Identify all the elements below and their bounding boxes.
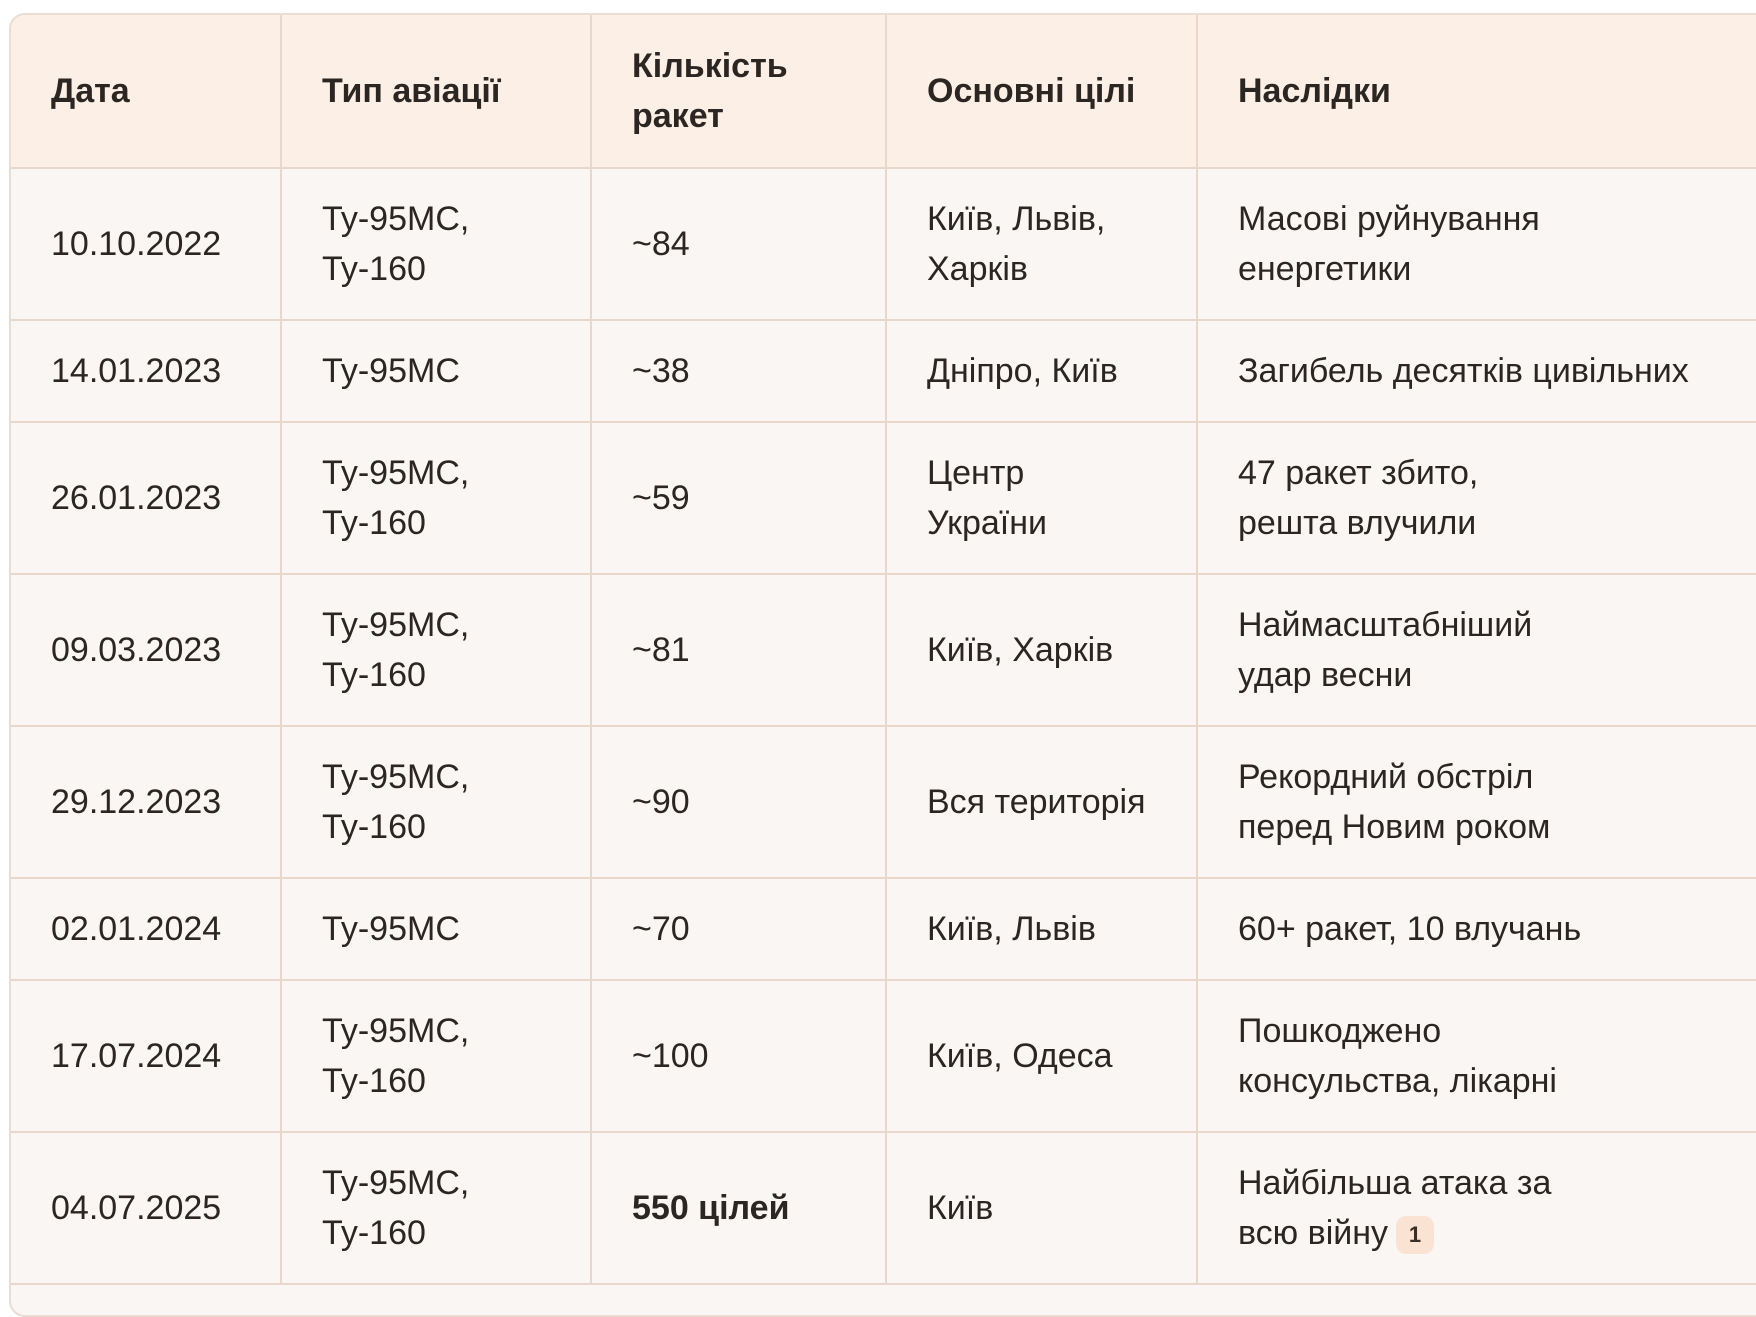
header-main-targets: Основні цілі <box>886 15 1197 168</box>
table-row <box>11 980 1756 1132</box>
header-consequences: Наслідки <box>1197 15 1756 168</box>
table-row <box>11 878 1756 980</box>
cell-aviation-type: Ту-95МС <box>281 878 591 980</box>
cell-missile-count: ~84 <box>591 168 886 320</box>
cell-consequences: Рекордний обстріл перед Новим роком <box>1197 726 1756 878</box>
table-row <box>11 574 1756 726</box>
table-header <box>11 15 1756 168</box>
cell-consequences: Загибель десятків цивільних <box>1197 320 1756 422</box>
cell-aviation-type: Ту-95МС, Ту-160 <box>281 422 591 574</box>
header-aviation-type: Тип авіації <box>281 15 591 168</box>
cell-consequences: 60+ ракет, 10 влучань <box>1197 878 1756 980</box>
cell-aviation-type: Ту-95МС, Ту-160 <box>281 980 591 1132</box>
cell-aviation-type: Ту-95МС, Ту-160 <box>281 1132 591 1284</box>
table-row <box>11 1132 1756 1284</box>
cell-date: 29.12.2023 <box>11 726 281 878</box>
cell-date: 26.01.2023 <box>11 422 281 574</box>
table-row <box>11 168 1756 320</box>
cell-missile-count: ~59 <box>591 422 886 574</box>
cell-missile-count: ~70 <box>591 878 886 980</box>
table-row <box>11 726 1756 878</box>
cell-date: 17.07.2024 <box>11 980 281 1132</box>
cell-main-targets: Вся територія <box>886 726 1197 878</box>
citation-badge[interactable]: 1 <box>1396 1216 1434 1254</box>
cell-consequences: Наймасштабніший удар весни <box>1197 574 1756 726</box>
header-row <box>11 15 1756 168</box>
cell-missile-count: ~90 <box>591 726 886 878</box>
consequences-text: Найбільша атака за всю війну <box>1238 1164 1552 1252</box>
cell-aviation-type: Ту-95МС <box>281 320 591 422</box>
cell-consequences: Масові руйнування енергетики <box>1197 168 1756 320</box>
cell-main-targets: Дніпро, Київ <box>886 320 1197 422</box>
cell-date: 09.03.2023 <box>11 574 281 726</box>
cell-missile-count: 550 цілей <box>591 1132 886 1284</box>
cell-date: 10.10.2022 <box>11 168 281 320</box>
cell-missile-count: ~81 <box>591 574 886 726</box>
cell-missile-count: ~38 <box>591 320 886 422</box>
data-table-container <box>9 13 1756 1317</box>
cell-main-targets: Київ, Львів, Харків <box>886 168 1197 320</box>
header-missile-count: Кількість ракет <box>591 15 886 168</box>
cell-main-targets: Центр України <box>886 422 1197 574</box>
cell-date: 02.01.2024 <box>11 878 281 980</box>
cell-aviation-type: Ту-95МС, Ту-160 <box>281 168 591 320</box>
cell-aviation-type: Ту-95МС, Ту-160 <box>281 726 591 878</box>
cell-aviation-type: Ту-95МС, Ту-160 <box>281 574 591 726</box>
table-row <box>11 422 1756 574</box>
cell-missile-count: ~100 <box>591 980 886 1132</box>
cell-consequences <box>1197 1132 1756 1284</box>
cell-main-targets: Київ, Львів <box>886 878 1197 980</box>
cell-main-targets: Київ, Одеса <box>886 980 1197 1132</box>
table-body <box>11 168 1756 1284</box>
cell-main-targets: Київ, Харків <box>886 574 1197 726</box>
strikes-table <box>11 15 1756 1285</box>
cell-date: 14.01.2023 <box>11 320 281 422</box>
cell-main-targets: Київ <box>886 1132 1197 1284</box>
cell-consequences: Пошкоджено консульства, лікарні <box>1197 980 1756 1132</box>
cell-consequences: 47 ракет збито, решта влучили <box>1197 422 1756 574</box>
header-date: Дата <box>11 15 281 168</box>
cell-date: 04.07.2025 <box>11 1132 281 1284</box>
table-row <box>11 320 1756 422</box>
